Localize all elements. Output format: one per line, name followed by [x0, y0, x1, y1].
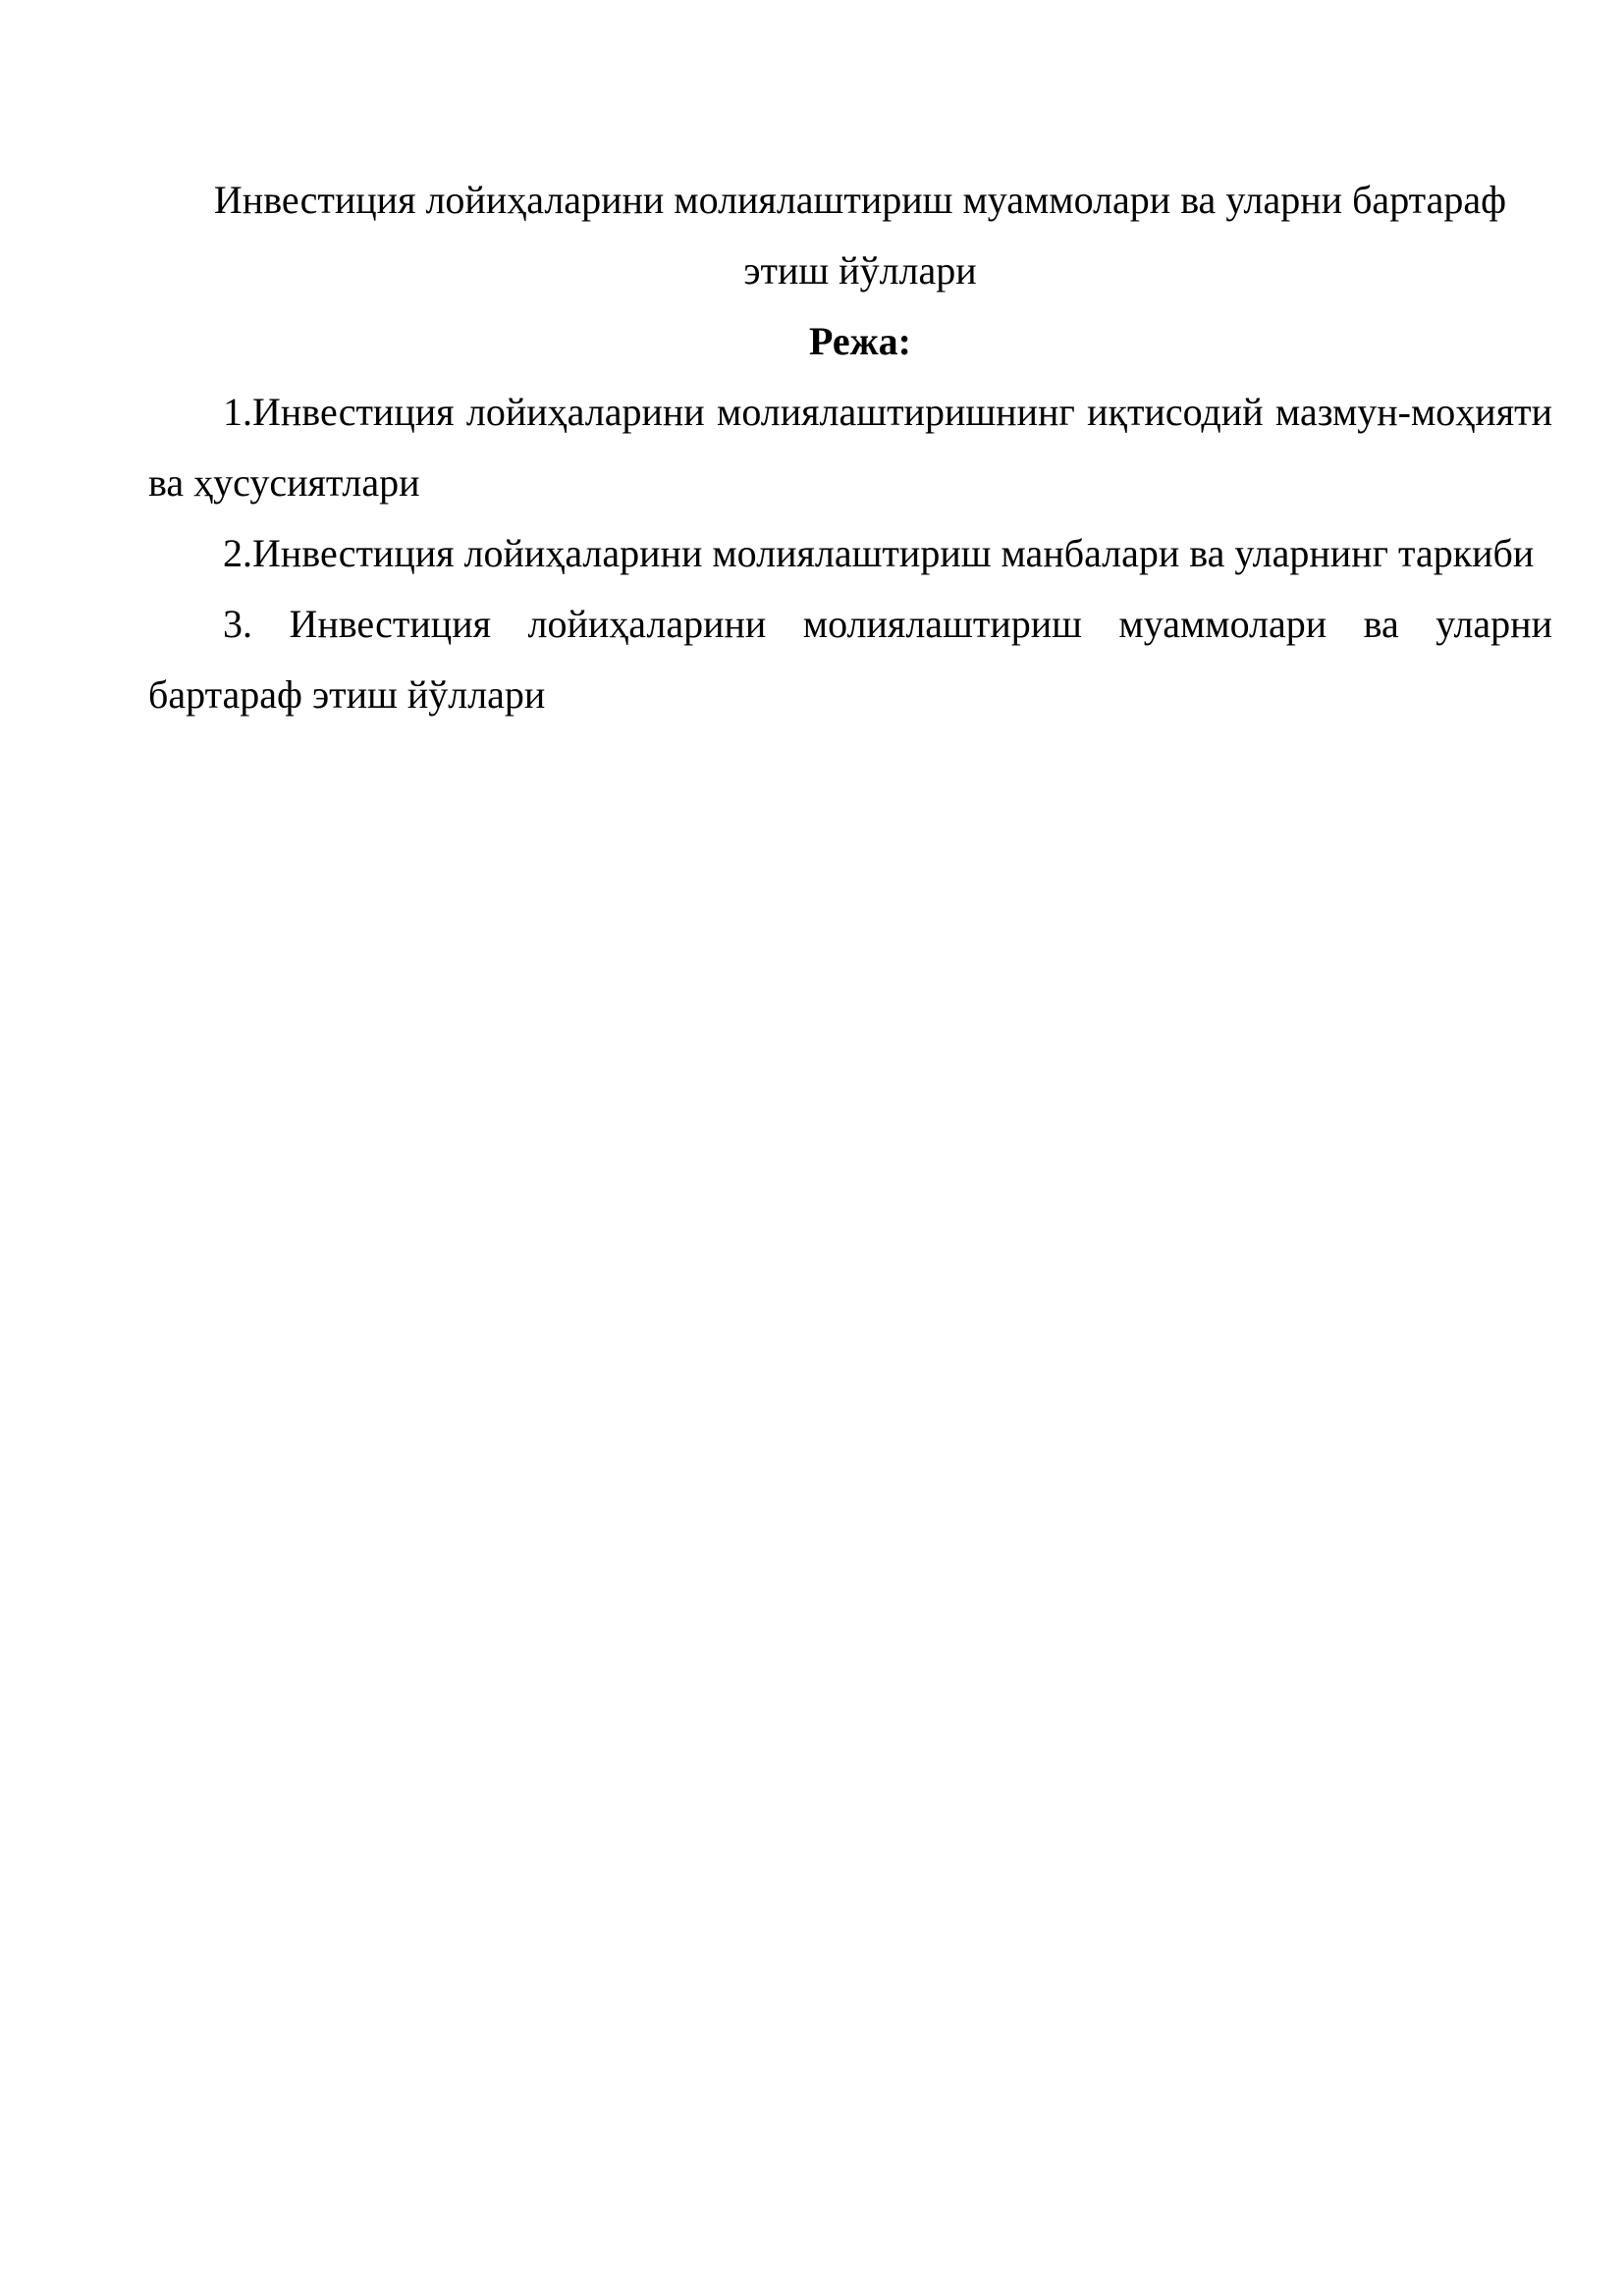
plan-item-2: 2.Инвестиция лойиҳаларини молиялаштириш манбалари ва уларнинг таркиби: [223, 531, 1535, 575]
plan-item-3: 3. Инвестиция лойиҳаларини молиялаштириш муаммолари ва уларни бартараф этиш йўллари: [148, 602, 1552, 717]
document-title: Инвестиция лойиҳаларини молиялаштириш муаммолари ва уларни бартараф этиш йўллари: [213, 178, 1507, 293]
page-content: [148, 165, 1552, 730]
plan-item-1: 1.Инвестиция лойиҳаларини молиялаштиришнинг иқтисодий мазмун-моҳияти ва ҳусусиятлари: [148, 390, 1552, 505]
plan-list: [148, 377, 1552, 730]
plan-heading: Режа:: [809, 319, 911, 363]
